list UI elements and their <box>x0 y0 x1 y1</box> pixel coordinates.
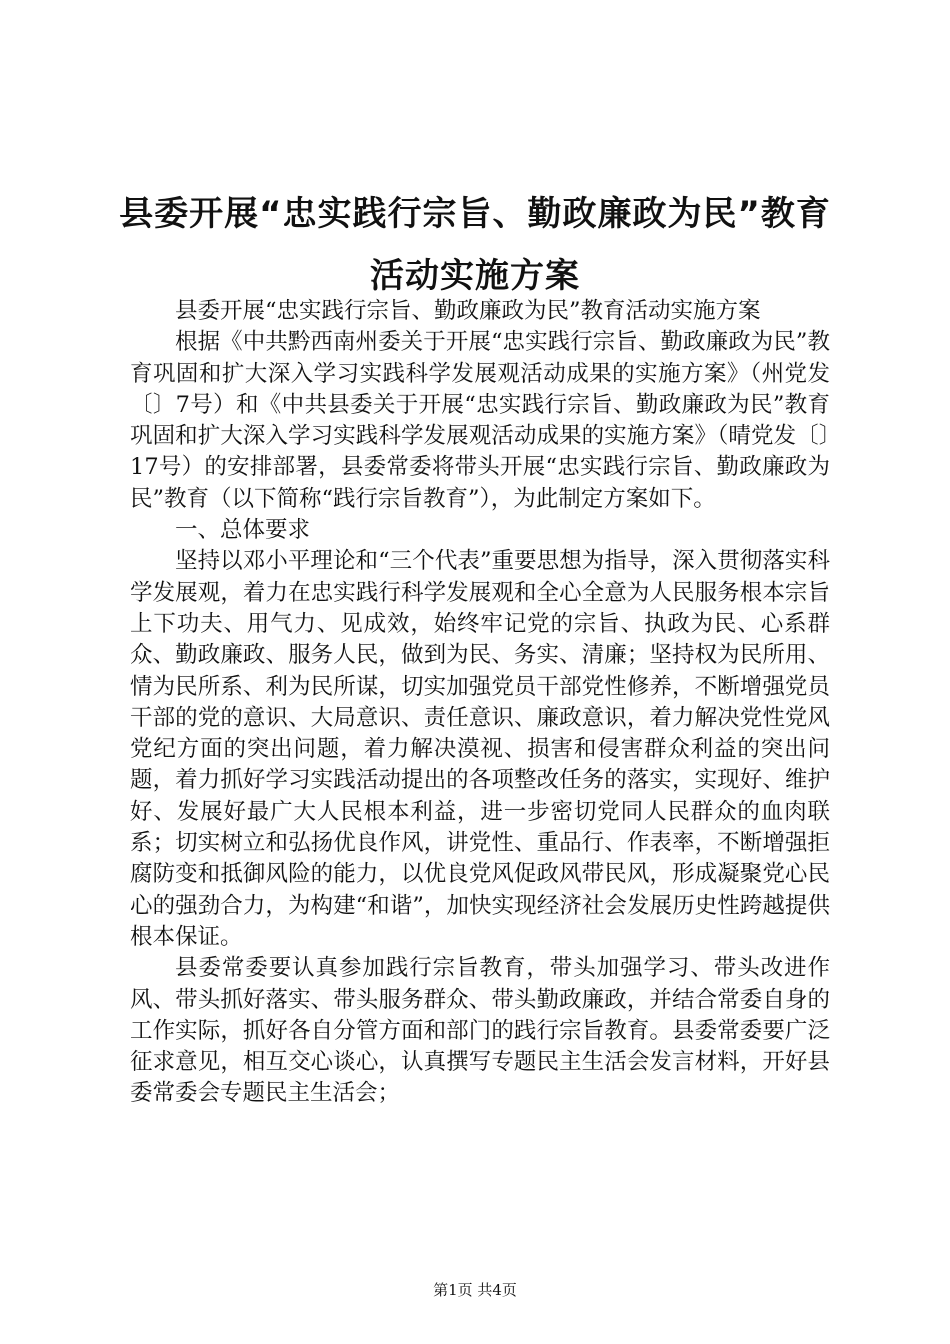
document-body <box>130 296 830 1110</box>
paragraph-guiding-principles: 坚持以邓小平理论和“三个代表”重要思想为指导，深入贯彻落实科学发展观，着力在忠实践行科学发展观和全心全意为人民服务根本宗旨上下功夫、用气力、见成效，始终牢记党的宗旨、执政为民、心系群众、勤政廉政、服务人民，做到为民、务实、清廉；坚持权为民所用、情为民所系、利为民所谋，切实加强党员干部党性修养，不断增强党员干部的党的意识、大局意识、责任意识、廉政意识，着力解决党性党风党纪方面的突出问题，着力解决漠视、损害和侵害群众利益的突出问题，着力抓好学习实践活动提出的各项整改任务的落实，实现好、维护好、发展好最广大人民根本利益，进一步密切党同人民群众的血肉联系；切实树立和弘扬优良作风，讲党性、重品行、作表率，不断增强拒腐防变和抵御风险的能力，以优良党风促政风带民风，形成凝聚党心民心的强劲合力，为构建“和谐”，加快实现经济社会发展历史性跨越提供根本保证。 <box>130 548 830 950</box>
paragraph-standing-committee-duties: 县委常委要认真参加践行宗旨教育，带头加强学习、带头改进作风、带头抓好落实、带头服务群众、带头勤政廉政，并结合常委自身的工作实际，抓好各自分管方面和部门的践行宗旨教育。县委常委要广泛征求意见，相互交心谈心，认真撰写专题民主生活会发言材料，开好县委常委会专题民主生活会； <box>130 955 830 1107</box>
section-heading-general-requirements: 一、总体要求 <box>175 517 311 544</box>
paragraph-basis: 根据《中共黔西南州委关于开展“忠实践行宗旨、勤政廉政为民”教育巩固和扩大深入学习实践科学发展观活动成果的实施方案》（州党发〔〕7号）和《中共县委关于开展“忠实践行宗旨、勤政廉政为民”教育巩固和扩大深入学习实践科学发展观活动成果的实施方案》（晴党发〔〕17号）的安排部署，县委常委将带头开展“忠实践行宗旨、勤政廉政为民”教育（以下简称“践行宗旨教育”），为此制定方案如下。 <box>130 329 830 512</box>
page-footer: 第1页 共4页 <box>433 1281 517 1299</box>
document-title: 县委开展“忠实践行宗旨、勤政廉政为民”教育活动实施方案 <box>119 194 831 296</box>
paragraph-heading-repeat: 县委开展“忠实践行宗旨、勤政廉政为民”教育活动实施方案 <box>175 298 761 324</box>
